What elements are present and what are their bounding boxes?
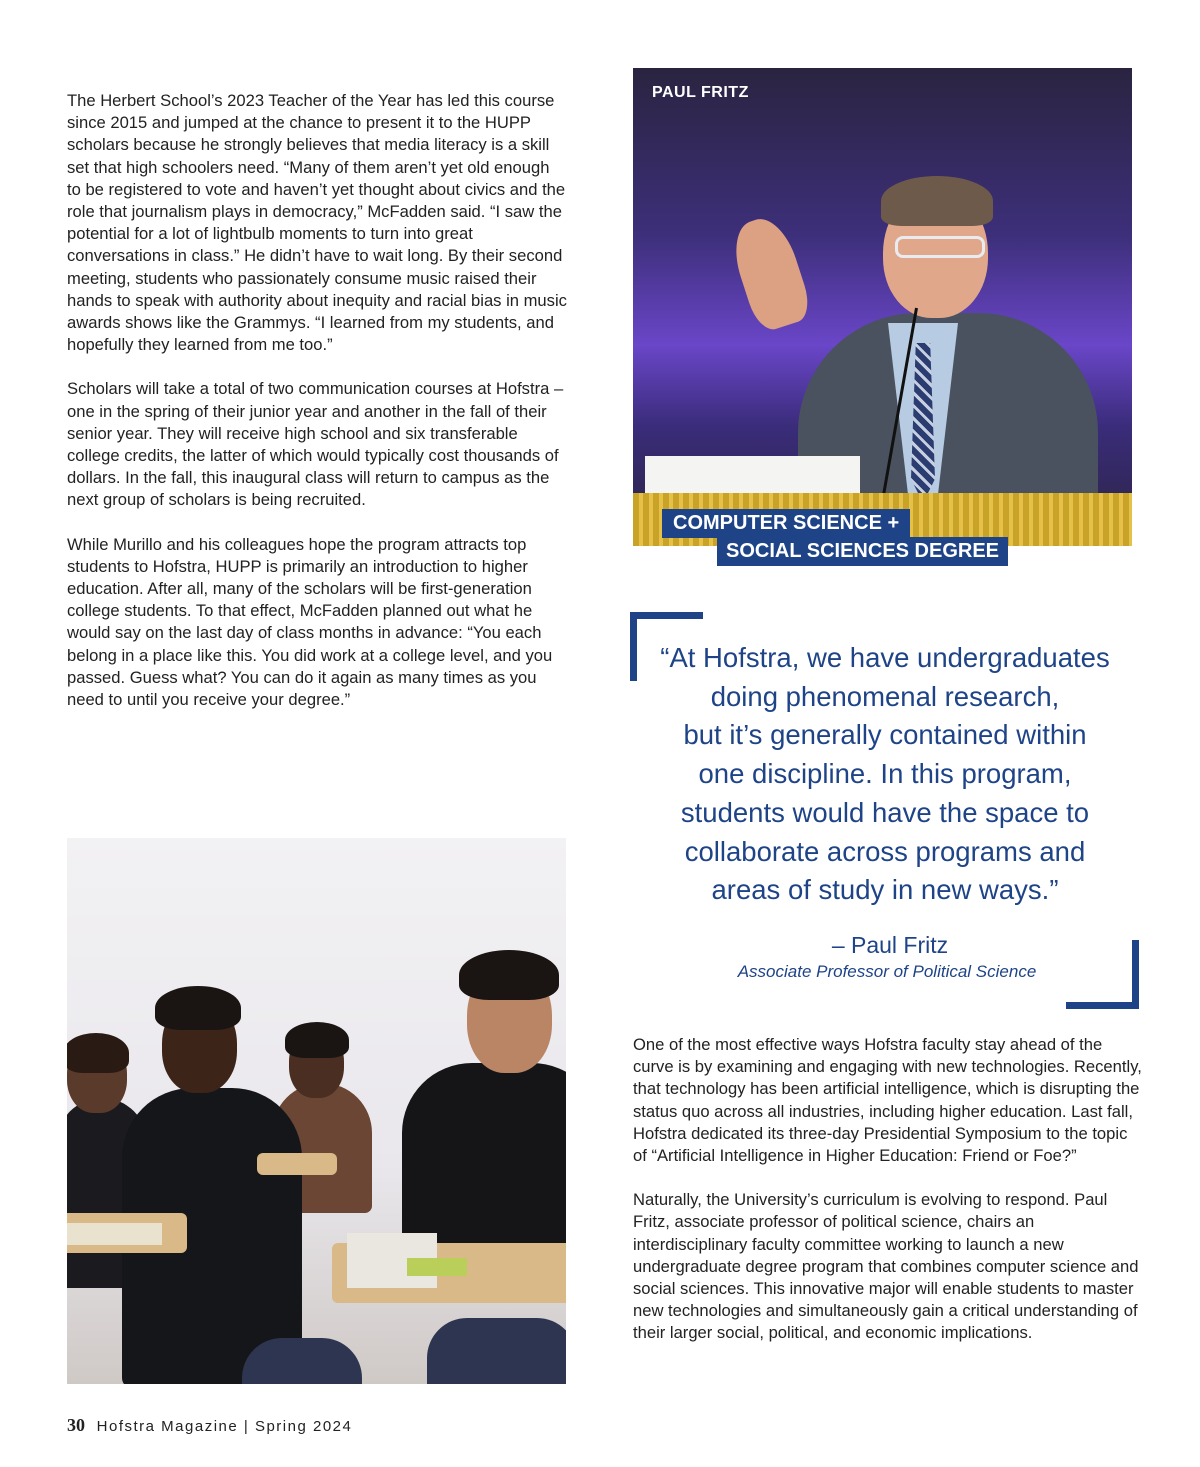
speaker-photo [633, 68, 1132, 546]
student-hair [155, 986, 241, 1030]
publication-name: Hofstra Magazine | Spring 2024 [96, 1418, 353, 1435]
left-paragraph-2: Scholars will take a total of two communication courses at Hofstra – one in the spring of their junior year and another in the fall of their senior year. They will receive high school and six transferable college credits, the latter of which would typically cost thousands of dollars. In the fall, this inaugural class will return to campus as the next group of scholars is being recruited. [67, 379, 564, 510]
right-column-text [633, 1034, 1143, 1367]
quote-line: students would have the space to [680, 796, 1090, 828]
left-paragraph-3: While Murillo and his colleagues hope the program attracts top students to Hofstra, HUPP is primarily an introduction to higher education. After all, many of the scholars will be first-generation college students. To that effect, McFadden planned out what he would say on the last day of class months in advance: “You each belong in a place like this. You did work at a college level, and you passed. Guess what? You can do it again as many times as you need to until you receive your degree.” [67, 534, 553, 710]
book [407, 1258, 467, 1276]
right-paragraph-2: Naturally, the University’s curriculum is evolving to respond. Paul Fritz, associate professor of political science, chairs an interdisciplinary faculty committee working to launch a new undergraduate degree program that combines computer science and social sciences. This innovative major will enable students to master new technologies and simultaneously gain a critical understanding of their larger social, political, and economic implications. [633, 1190, 1139, 1343]
chair [242, 1338, 362, 1384]
degree-label-line-2: SOCIAL SCIENCES DEGREE [717, 537, 1008, 566]
degree-label-line-1: COMPUTER SCIENCE + [662, 509, 910, 538]
speaker-hair [881, 176, 993, 226]
speaker-glasses [895, 236, 985, 258]
left-column-text [67, 90, 567, 733]
book [67, 1223, 162, 1245]
right-paragraph-1: One of the most effective ways Hofstra faculty stay ahead of the curve is by examining and engaging with new technologies. Recently, that technology has been artificial intelligence, which is disrupting the status quo across all industries, including higher education. Last fall, Hofstra dedicated its three-day Presidential Symposium to the topic of “Artificial Intelligence in Higher Education: Friend or Foe?” [633, 1035, 1142, 1166]
quote-line: “At Hofstra, we have undergraduates [660, 642, 1110, 673]
page-number: 30 [67, 1415, 85, 1435]
chair [427, 1318, 566, 1384]
quote-line: areas of study in new ways.” [711, 874, 1059, 906]
student-hair [67, 1033, 129, 1073]
quote-author-role: Associate Professor of Political Science [737, 962, 1037, 981]
left-paragraph-1: The Herbert School’s 2023 Teacher of the Year has led this course since 2015 and jumped at the chance to present it to the HUPP scholars because he strongly believes that media literacy is a skill set that high schoolers need. “Many of them aren’t yet old enough to be registered to vote and haven’t yet thought about civics and the role that journalism plays in democracy,” McFadden said. “I saw the potential for a lot of lightbulb moments to turn into great conversations in class.” He didn’t have to wait long. By their second meeting, students who passionately consume music raised their hands to speak with authority about inequity and racial bias in music awards shows like the Grammys. “I learned from my students, and hopefully they learned from me too.” [67, 91, 567, 355]
page-footer [67, 1415, 352, 1436]
student-hair [459, 950, 559, 1000]
classroom-photo [67, 838, 566, 1384]
desk [257, 1153, 337, 1175]
quote-line: doing phenomenal research, [710, 680, 1060, 712]
quote-line: one discipline. In this program, [698, 758, 1072, 790]
quote-line: collaborate across programs and [684, 835, 1086, 867]
photo-name-tag: PAUL FRITZ [652, 84, 749, 101]
speaker-hand [725, 212, 814, 335]
pull-quote [638, 639, 1132, 910]
student-hair [285, 1022, 349, 1058]
quote-author: – Paul Fritz [831, 932, 949, 958]
quote-line: but it’s generally contained within [683, 719, 1087, 751]
